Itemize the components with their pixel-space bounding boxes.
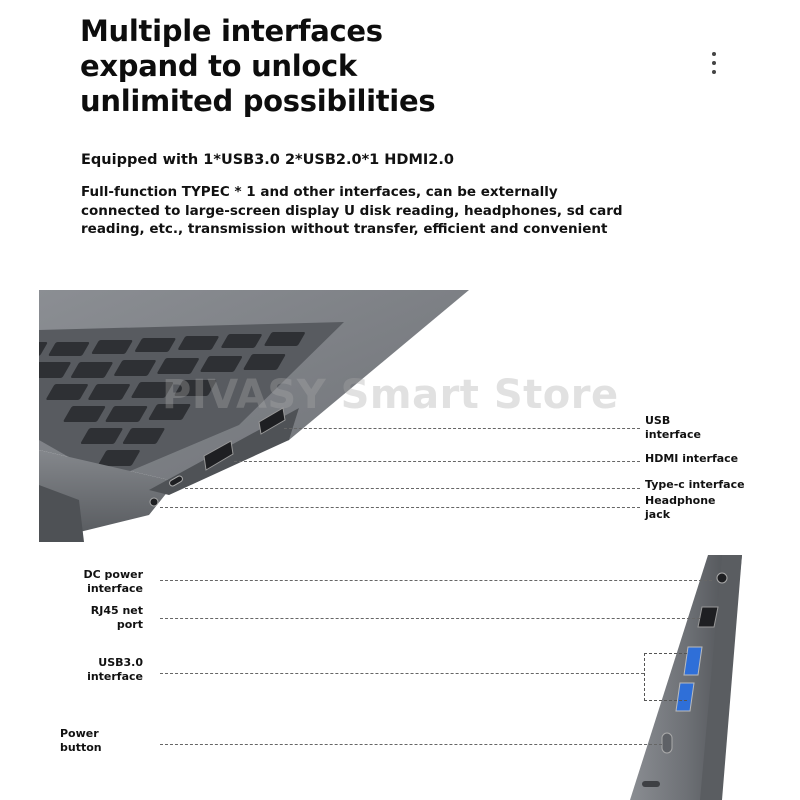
typec-leader-line: [185, 488, 640, 489]
headphone-jack-label: Headphone jack: [645, 494, 716, 521]
description-line: connected to large-screen display U disk reading, headphones, sd card: [81, 202, 623, 219]
dc-power-label: DC power interface: [83, 568, 143, 595]
headphone-leader-line: [160, 507, 640, 508]
ports-description: [81, 183, 641, 239]
rj45-port-label: RJ45 net port: [90, 604, 143, 631]
headline-line: expand to unlock: [80, 49, 357, 83]
headline-line: Multiple interfaces: [80, 14, 383, 48]
more-vertical-icon[interactable]: [704, 52, 724, 82]
store-watermark: PIVASY Smart Store: [162, 372, 619, 418]
ports-summary: Equipped with 1*USB3.0 2*USB2.0*1 HDMI2.0: [81, 152, 454, 168]
page-headline: [80, 14, 435, 119]
description-line: reading, etc., transmission without transfer, efficient and convenient: [81, 221, 608, 237]
description-line: Full-function TYPEC * 1 and other interfaces, can be externally: [81, 184, 558, 200]
headline-line: unlimited possibilities: [80, 84, 436, 118]
usb-leader-line: [284, 428, 640, 429]
power-button-label: Power button: [60, 727, 102, 754]
hdmi-interface-label: HDMI interface: [645, 452, 739, 465]
dc-power-leader-line: [160, 580, 712, 581]
typec-interface-label: Type-c interface: [645, 478, 745, 491]
usb-interface-label: USB interface: [645, 414, 701, 441]
usb3-leader-line: [160, 673, 644, 674]
usb3-interface-label: USB3.0 interface: [87, 656, 143, 683]
power-button-leader-line: [160, 744, 662, 745]
usb3-bracket: [644, 653, 687, 701]
rj45-leader-line: [160, 618, 700, 619]
hdmi-leader-line: [234, 461, 640, 462]
